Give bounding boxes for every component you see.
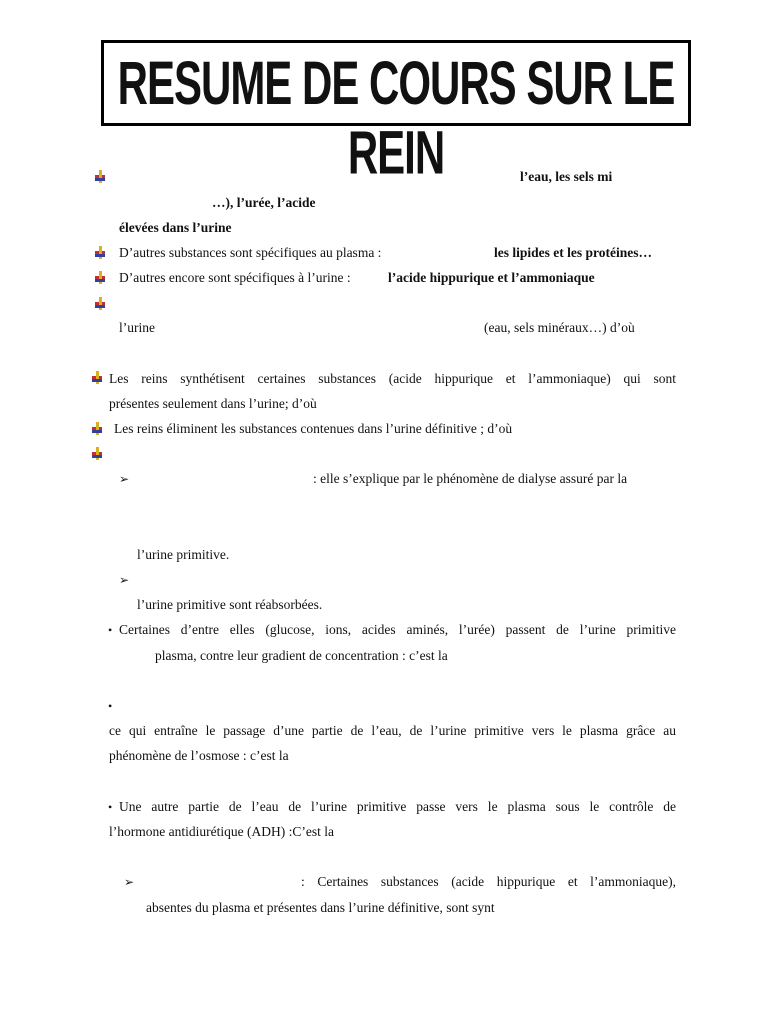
text-line-19: : Certaines substances (acide hippurique et l’ammoniaque), xyxy=(301,874,676,889)
text-line-15: ce qui entraîne le passage d’une partie de l’eau, de l’urine primitive vers le plasma grâce au xyxy=(109,723,676,738)
text-line-8: présentes seulement dans l’urine; d’où xyxy=(109,396,317,411)
text-line-4a: D’autres substances sont spécifiques au plasma : xyxy=(119,245,382,260)
text-line-5b: l’acide hippurique et l’ammoniaque xyxy=(388,270,595,285)
text-line-11: l’urine primitive. xyxy=(137,547,230,562)
text-line-4b: les lipides et les protéines… xyxy=(494,245,652,260)
text-line-12: l’urine primitive sont réabsorbées. xyxy=(137,597,323,612)
text-line-2: …), l’urée, l’acide xyxy=(212,195,316,210)
text-line-1: l’eau, les sels mi xyxy=(520,169,613,184)
text-line-16: phénomène de l’osmose : c’est la xyxy=(109,748,289,763)
text-line-20: absentes du plasma et présentes dans l’urine définitive, sont synt xyxy=(146,900,495,915)
arrow-bullet-icon: ➢ xyxy=(119,573,130,587)
text-line-7: Les reins synthétisent certaines substances (acide hippurique et l’ammoniaque) qui sont xyxy=(109,371,676,386)
page-title: RESUME DE COURS SUR LE REIN xyxy=(117,49,675,187)
dot-bullet-icon: • xyxy=(108,699,113,713)
text-line-3: élevées dans l’urine xyxy=(119,220,232,235)
colored-cross-bullet-icon xyxy=(94,170,106,183)
dot-bullet-icon: • xyxy=(108,623,113,637)
text-line-9: Les reins éliminent les substances contenues dans l’urine définitive ; d’où xyxy=(114,421,513,436)
arrow-bullet-icon: ➢ xyxy=(119,472,130,486)
text-line-6b: (eau, sels minéraux…) d’où xyxy=(484,320,635,335)
dot-bullet-icon: • xyxy=(108,800,113,814)
colored-cross-bullet-icon xyxy=(94,297,106,310)
text-line-10: : elle s’explique par le phénomène de dialyse assuré par la xyxy=(313,471,628,486)
colored-cross-bullet-icon xyxy=(91,447,103,460)
colored-cross-bullet-icon xyxy=(94,271,106,284)
text-line-5a: D’autres encore sont spécifiques à l’urine : xyxy=(119,270,351,285)
colored-cross-bullet-icon xyxy=(94,246,106,259)
arrow-bullet-icon: ➢ xyxy=(124,875,135,889)
colored-cross-bullet-icon xyxy=(91,371,103,384)
text-line-6a: l’urine xyxy=(119,320,155,335)
text-line-14: plasma, contre leur gradient de concentration : c’est la xyxy=(155,648,448,663)
text-line-17: Une autre partie de l’eau de l’urine primitive passe vers le plasma sous le contrôle de xyxy=(119,799,676,814)
text-line-13: Certaines d’entre elles (glucose, ions, acides aminés, l’urée) passent de l’urine primitive xyxy=(119,622,676,637)
colored-cross-bullet-icon xyxy=(91,422,103,435)
text-line-18: l’hormone antidiurétique (ADH) :C’est la xyxy=(109,824,334,839)
